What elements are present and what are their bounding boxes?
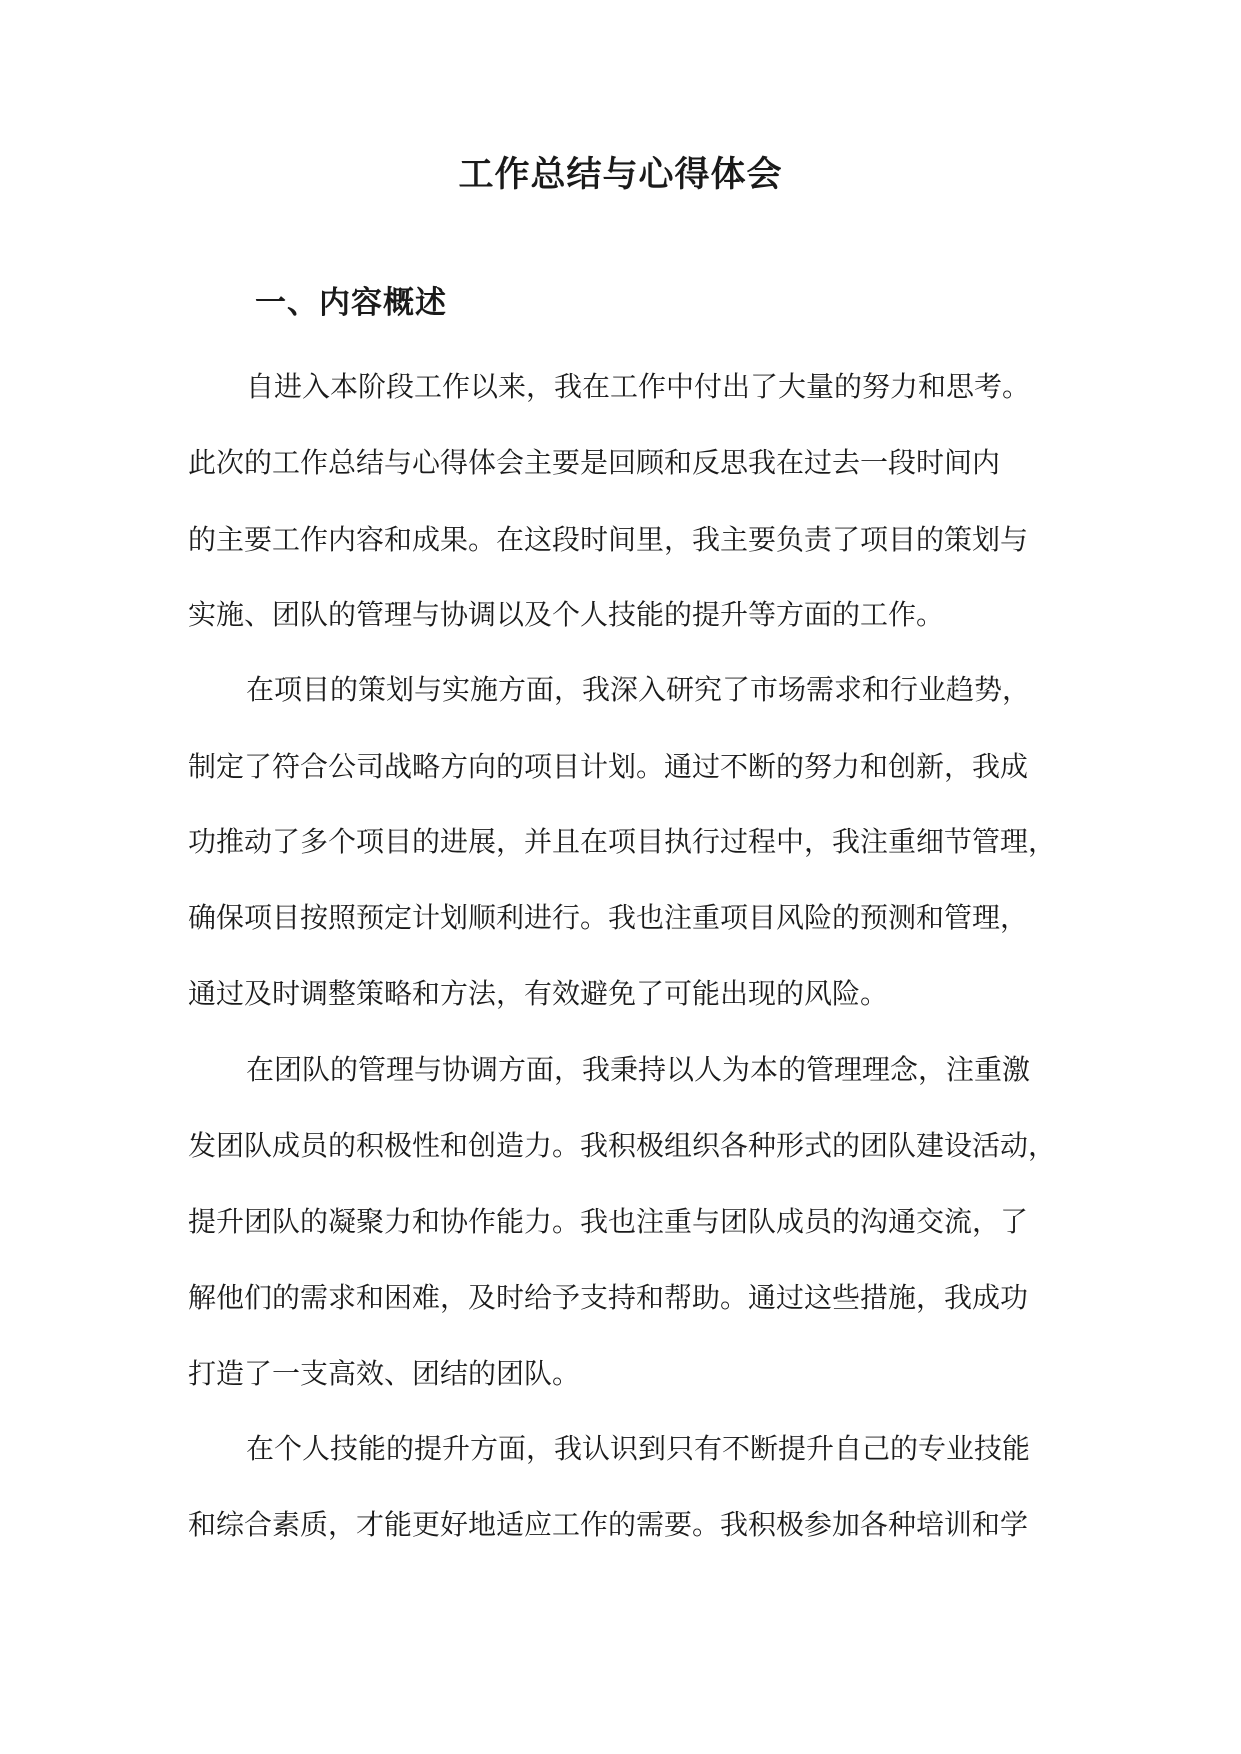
paragraph-line: 在团队的管理与协调方面，我秉持以人为本的管理理念，注重激 bbox=[246, 1053, 1031, 1086]
paragraph-line: 此次的工作总结与心得体会主要是回顾和反思我在过去一段时间内 bbox=[188, 446, 1001, 479]
paragraph-line: 确保项目按照预定计划顺利进行。我也注重项目风险的预测和管理， bbox=[188, 901, 1029, 934]
paragraph-line: 通过及时调整策略和方法，有效避免了可能出现的风险。 bbox=[188, 977, 889, 1010]
paragraph-line: 功推动了多个项目的进展，并且在项目执行过程中，我注重细节管理， bbox=[188, 825, 1057, 858]
paragraph-line: 打造了一支高效、团结的团队。 bbox=[188, 1357, 581, 1390]
paragraph-line: 的主要工作内容和成果。在这段时间里，我主要负责了项目的策划与 bbox=[188, 523, 1029, 556]
paragraph-line: 自进入本阶段工作以来，我在工作中付出了大量的努力和思考。 bbox=[246, 370, 1031, 403]
paragraph-line: 实施、团队的管理与协调以及个人技能的提升等方面的工作。 bbox=[188, 598, 945, 631]
paragraph-line: 和综合素质，才能更好地适应工作的需要。我积极参加各种培训和学 bbox=[188, 1508, 1029, 1541]
paragraph-line: 在项目的策划与实施方面，我深入研究了市场需求和行业趋势， bbox=[246, 673, 1031, 706]
paragraph-line: 在个人技能的提升方面，我认识到只有不断提升自己的专业技能 bbox=[246, 1432, 1031, 1465]
paragraph-line: 解他们的需求和困难，及时给予支持和帮助。通过这些措施，我成功 bbox=[188, 1281, 1029, 1314]
paragraph-line: 发团队成员的积极性和创造力。我积极组织各种形式的团队建设活动， bbox=[188, 1129, 1057, 1162]
section-heading: 一、内容概述 bbox=[255, 285, 447, 321]
paragraph-line: 制定了符合公司战略方向的项目计划。通过不断的努力和创新，我成 bbox=[188, 750, 1029, 783]
paragraph-line: 提升团队的凝聚力和协作能力。我也注重与团队成员的沟通交流，了 bbox=[188, 1205, 1029, 1238]
document-title: 工作总结与心得体会 bbox=[458, 154, 783, 195]
